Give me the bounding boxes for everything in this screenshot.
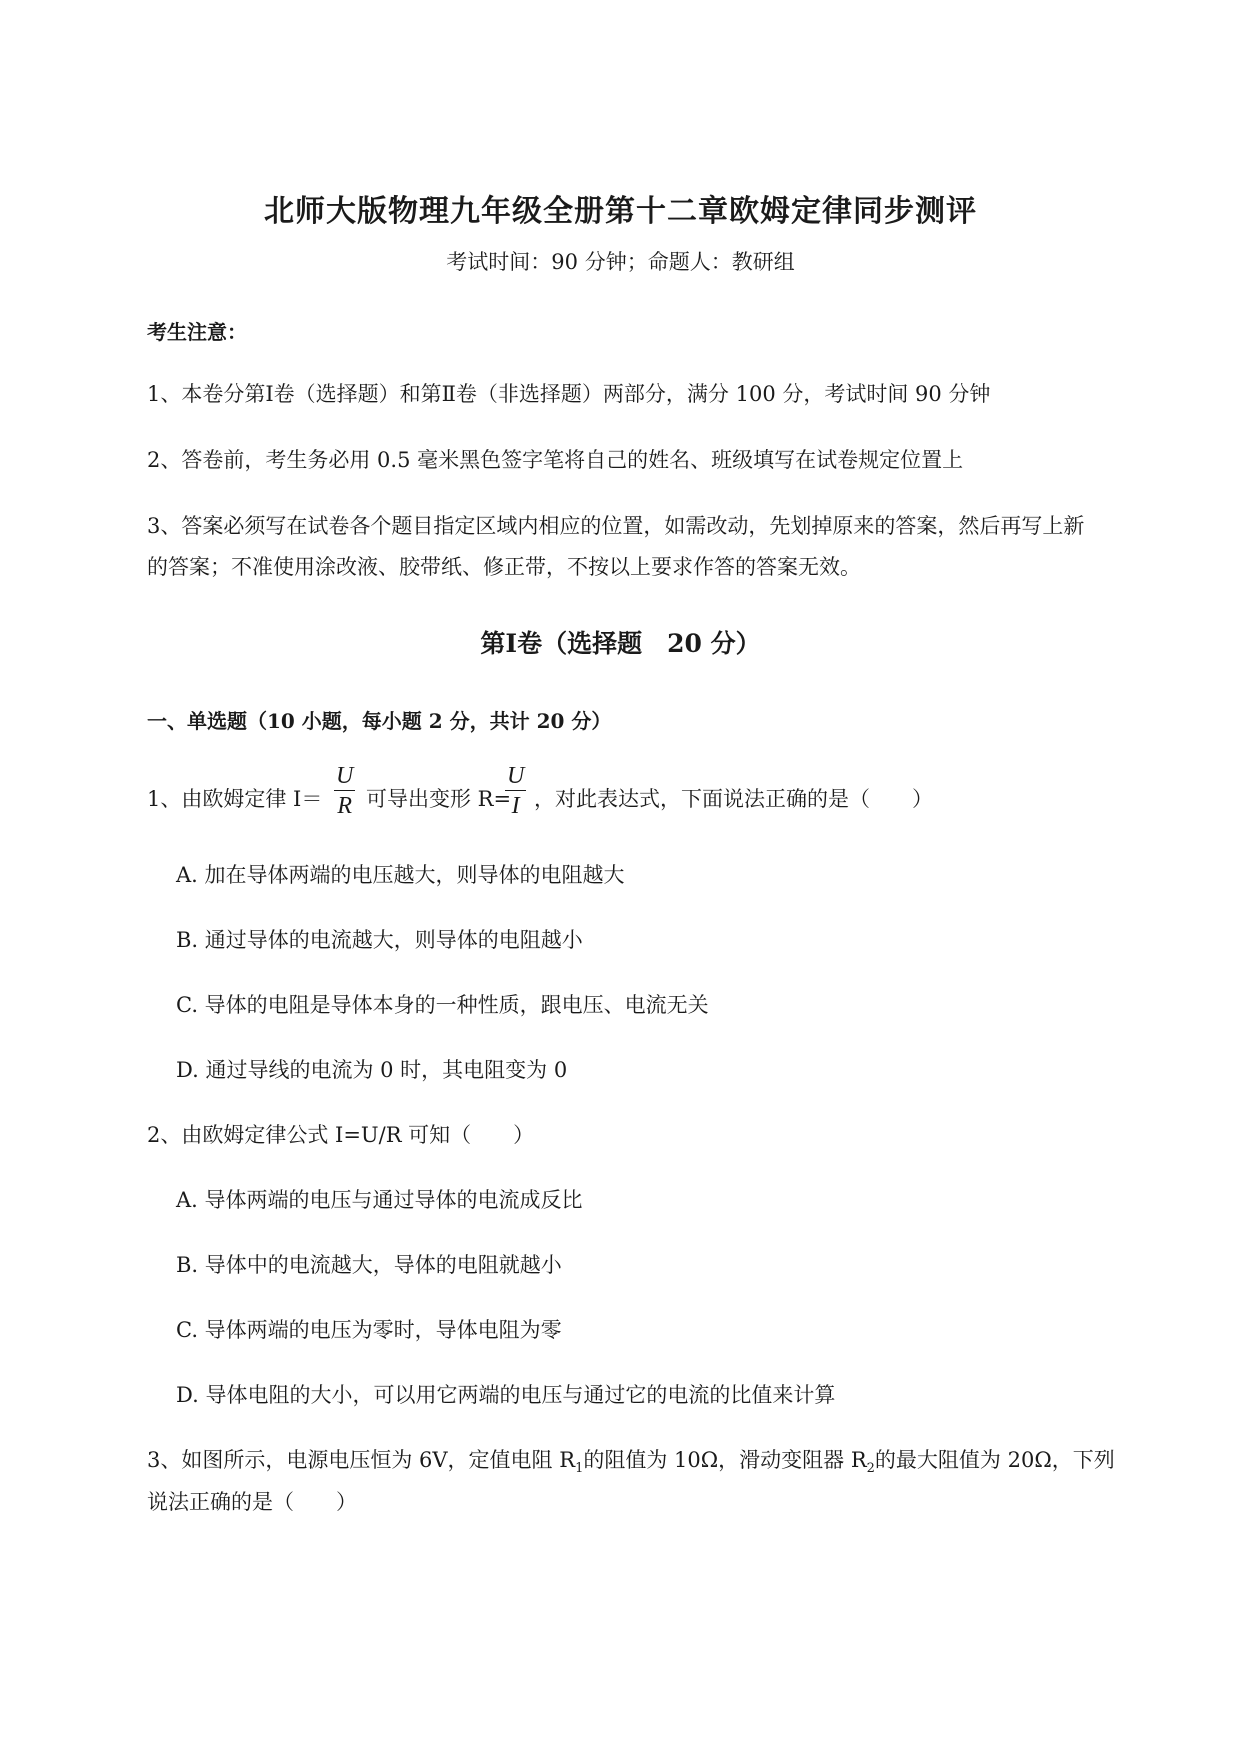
question-2-option-d: D. 导体电阻的大小，可以用它两端的电压与通过它的电流的比值来计算 — [176, 1383, 836, 1407]
formula-fraction-u-over-r — [334, 762, 355, 821]
question-1-option-b: B. 通过导体的电流越大，则导体的电阻越小 — [176, 928, 583, 952]
fraction-denominator: I — [511, 793, 520, 819]
notice-heading: 考生注意： — [147, 320, 247, 344]
question-3-stem-c: 的最大阻值为 20Ω，下列 — [874, 1448, 1115, 1472]
formula-fraction-u-over-i — [505, 762, 526, 821]
question-2-stem: 2、由欧姆定律公式 I=U/R 可知（ ） — [147, 1123, 535, 1147]
notice-item-1: 1、本卷分第Ⅰ卷（选择题）和第Ⅱ卷（非选择题）两部分，满分 100 分，考试时间 90 分钟 — [147, 382, 991, 406]
notice-item-3: 3、答案必须写在试卷各个题目指定区域内相应的位置，如需改动，先划掉原来的答案，然后再写上新 — [147, 514, 1085, 538]
question-2-option-b: B. 导体中的电流越大，导体的电阻就越小 — [176, 1253, 562, 1277]
notice-item-2: 2、答卷前，考生务必用 0.5 毫米黑色签字笔将自己的姓名、班级填写在试卷规定位置上 — [147, 448, 964, 472]
exam-info: 考试时间：90 分钟；命题人：教研组 — [446, 250, 795, 274]
section-title: 第Ⅰ卷（选择题 20 分） — [480, 629, 761, 658]
question-2-option-c: C. 导体两端的电压为零时，导体电阻为零 — [176, 1318, 562, 1342]
notice-item-3-continued: 的答案；不准使用涂改液、胶带纸、修正带，不按以上要求作答的答案无效。 — [147, 555, 861, 579]
section-subheading: 一、单选题（10 小题，每小题 2 分，共计 20 分） — [147, 709, 612, 733]
question-1-option-a: A. 加在导体两端的电压越大，则导体的电阻越大 — [176, 863, 625, 887]
question-3-stem — [147, 1444, 1115, 1476]
question-1-stem-mid: 可导出变形 R= — [366, 787, 512, 811]
fraction-numerator: U — [336, 763, 354, 789]
fraction-denominator: R — [337, 793, 352, 819]
question-3-stem-line-2: 说法正确的是（ ） — [147, 1490, 357, 1514]
question-1-option-c: C. 导体的电阻是导体本身的一种性质，跟电压、电流无关 — [176, 993, 709, 1017]
question-3-stem-a: 3、如图所示，电源电压恒为 6V，定值电阻 R — [147, 1448, 576, 1472]
question-1-option-d: D. 通过导线的电流为 0 时，其电阻变为 0 — [176, 1058, 568, 1082]
question-2-option-a: A. 导体两端的电压与通过导体的电流成反比 — [176, 1188, 583, 1212]
resistor-1-subscript: 1 — [575, 1461, 584, 1477]
resistor-2-subscript: 2 — [866, 1461, 875, 1477]
page-title: 北师大版物理九年级全册第十二章欧姆定律同步测评 — [264, 194, 977, 229]
question-3-stem-b: 的阻值为 10Ω，滑动变阻器 R — [583, 1448, 867, 1472]
question-1-stem-prefix: 1、由欧姆定律 I＝ — [147, 787, 323, 811]
question-1-stem-suffix: ，对此表达式，下面说法正确的是（ ） — [534, 787, 933, 811]
fraction-numerator: U — [507, 763, 525, 789]
